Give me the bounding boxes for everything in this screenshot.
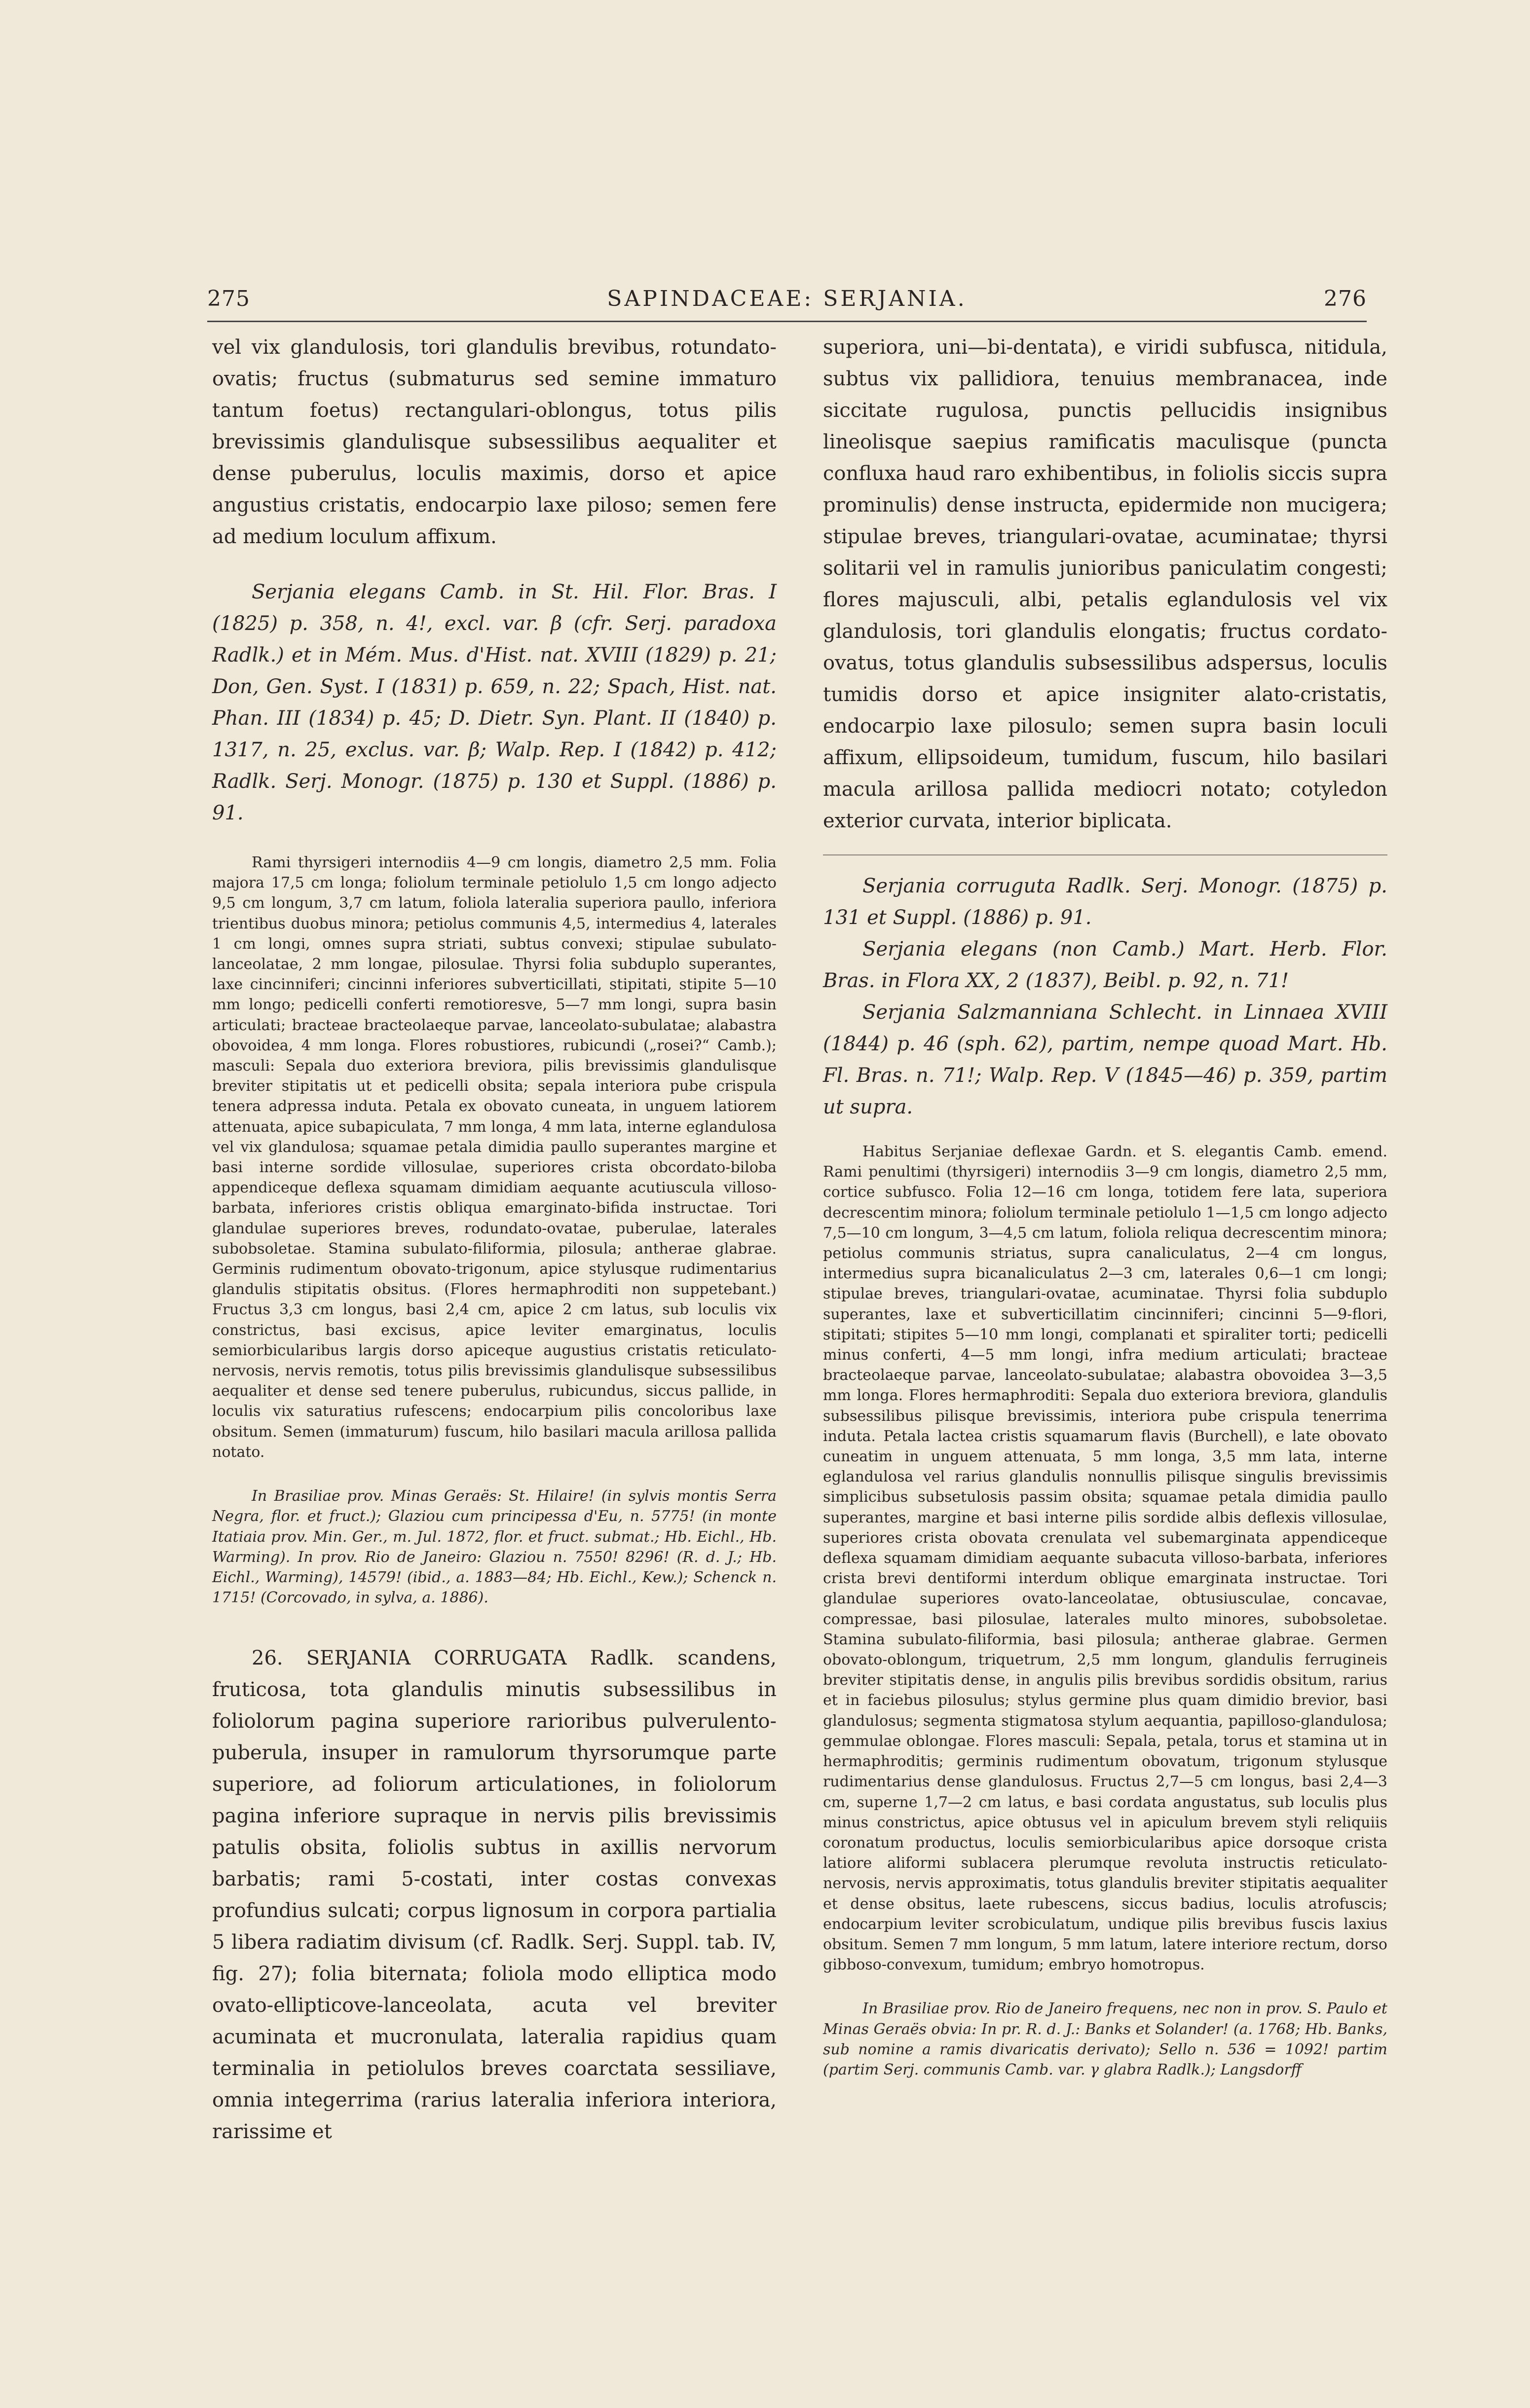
- running-title: SAPINDACEAE: SERJANIA.: [607, 286, 967, 311]
- species-diagnosis: superiora, uni—bi-dentata), e viridi subfusca, nitidula, subtus vix pallidiora, tenuius membranacea, inde siccitate rugulosa, punctis pellucidis insignibus lineolisque saepius ramificatis maculisque (puncta confluxa haud raro exhibentibus, in foliolis siccis supra prominulis) dense instructa, epidermide non mucigera; stipulae breves, triangulari-ovatae, acuminatae; thyrsi solitarii vel in ramulis junioribus paniculatim congesti; flores majusculi, albi, petalis eglandulosis vel vix glandulosis, tori glandulis elongatis; fructus cordato-ovatus, totus glandulis subsessilibus adspersus, loculis tumidis dorso et apice insigniter alato-cristatis, endocarpio laxe pilosulo; semen supra basin loculi affixum, ellipsoideum, tumidum, fuscum, hilo basilari macula arillosa pallida mediocri notato; cotyledon exterior curvata, interior biplicata.: [823, 336, 1387, 832]
- page-number-left: 275: [207, 286, 250, 311]
- synonym-3: Serjania Salzmanniana Schlecht. in Linnaea XVIII (1844) p. 46 (sph. 62), partim, nempe quoad Mart. Hb. Fl. Bras. n. 71!; Walp. Rep. V (1845—46) p. 359, partim ut supra.: [823, 1001, 1387, 1118]
- habitat-paragraph-right: In Brasiliae prov. Rio de Janeiro frequens, nec non in prov. S. Paulo et Minas Geraës obvia: In pr. R. d. J.: Banks et Solander! (a. 1768; Hb. Banks, sub nomine a ramis divaricatis derivato); Sello n. 536 = 1092! partim (partim Serj. communis Camb. var. γ glabra Radlk.); Langsdorff: [823, 2000, 1387, 2078]
- detailed-description-right: Habitus Serjaniae deflexae Gardn. et S. elegantis Camb. emend. Rami penultimi (thyrsigeri) internodiis 3—9 cm longis, diametro 2,5 mm, cortice subfusco. Folia 12—16 cm longa, totidem fere lata, superiora decrescentim minora; foliolum terminale petiolulo 1—1,5 cm longo adjecto 7,5—10 cm longum, 3—4,5 cm latum, foliola reliqua decrescentim minora; petiolus communis striatus, supra canaliculatus, 2—4 cm longus, intermedius supra bicanaliculatus 2—3 cm, laterales 0,6—1 cm longi; stipulae breves, triangulari-ovatae, acuminatae. Thyrsi folia subduplo superantes, laxe et subverticillatim cincinniferi; cincinni 5—9-flori, stipitati; stipites 5—10 mm longi, complanati et spiraliter torti; pedicelli minus conferti, 4—5 mm longi, infra medium articulati; bracteae bracteolaeque parvae, lanceolato-subulatae; alabastra obovoidea 3—3,5 mm longa. Flores hermaphroditi: Sepala duo exteriora breviora, glandulis subsessilibus pilisque brevissimis, interiora pube crispula tenerrima induta. Petala lactea cristis squamarum flavis (Burchell), e late obovato cuneatim in unguem attenuata, 5 mm longa, 3,5 mm lata, interne eglandulosa vel rarius glandulis nonnullis pilisque singulis brevissimis simplicibus subsetulosis passim obsita; squamae petala dimidia paullo superantes, margine et basi interne pilis sordide albis deflexis villosulae, superiores crista obovata crenulata vel subemarginata appendiceque deflexa squamam dimidiam aequante subacuta villoso-barbata, inferiores crista brevi dentiformi interdum oblique emarginata instructae. Tori glandulae superiores ovato-lanceolatae, obtusiusculae, concavae, compressae, basi pilosulae, laterales multo minores, subobsoletae. Stamina subulato-filiformia, basi pilosula; antherae glabrae. Germen obovato-oblongum, triquetrum, 2,5 mm longum, glandulis ferrugineis breviter stipitatis dense, in angulis pilis brevibus sordidis obsitum, rarius et in faciebus pilosulus; stylus germine plus quam dimidio brevior, basi glandulosus; segmenta stigmatosa stylum aequantia, papilloso-glandulosa; gemmulae oblongae. Flores masculi: Sepala, petala, torus et stamina ut in hermaphroditis; germinis rudimentum obovatum, trigonum stylusque rudimentarius dense glandulosus. Fructus 2,7—5 cm longus, basi 2,4—3 cm, superne 1,7—2 cm latus, e basi cordata angustatus, sub loculis plus minus constrictus, apice obtusus vel in apiculum brevem styli reliquiis coronatum productus, loculis semiorbicularibus apice dorsoque crista latiore aliformi sublacera plerumque revoluta instructis reticulato-nervosis, nervis approximatis, totus glandulis breviter stipitatis aequaliter et dense obsitus, laete rubescens, siccus badius, loculis atrofuscis; endocarpium leviter scrobiculatum, undique pilis brevibus fuscis laxius obsitum. Semen 7 mm longum, 5 mm latum, latere interiore rectum, dorso gibboso-convexum, tumidum; embryo homotropus.: [823, 1143, 1387, 1974]
- synonym-1: Serjania corruguta Radlk. Serj. Monogr. (1875) p. 131 et Suppl. (1886) p. 91.: [823, 875, 1387, 929]
- detailed-description: Rami thyrsigeri internodiis 4—9 cm longis, diametro 2,5 mm. Folia majora 17,5 cm longa; foliolum terminale petiolulo 1,5 cm longo adjecto 9,5 cm longum, 3,7 cm latum, foliola lateralia superiora paullo, inferiora trientibus duobus minora; petiolus communis 4,5, intermedius 4, laterales 1 cm longi, omnes supra striati, subtus convexi; stipulae subulato-lanceolatae, 2 mm longae, pilosulae. Thyrsi folia subduplo superantes, laxe cincinniferi; cincinni inferiores subverticillati, stipitati, stipite 5—10 mm longo; pedicelli conferti remotioresve, 5—7 mm longi, supra basin articulati; bracteae bracteolaeque parvae, lanceolato-subulatae; alabastra obovoidea, 4 mm longa. Flores robustiores, rubicundi („rosei?“ Camb.); masculi: Sepala duo exteriora breviora, pilis brevissimis glandulisque breviter stipitatis ut et pedicelli obsita; sepala interiora pube crispula tenera adpressa induta. Petala ex obovato cuneata, in unguem latiorem attenuata, apice subapiculata, 7 mm longa, 4 mm lata, interne eglandulosa vel vix glandulosa; squamae petala dimidia paullo superantes margine et basi interne sordide villosulae, superiores crista obcordato-biloba appendiceque deflexa squamam dimidiam aequante acutiuscula villoso-barbata, inferiores cristis obliqua emarginato-bifida instructae. Tori glandulae superiores breves, rodundato-ovatae, puberulae, laterales subobsoletae. Stamina subulato-filiformia, pilosula; antherae glabrae. Germinis rudimentum obovato-trigonum, apice stylusque rudimentarius glandulis stipitatis obsitus. (Flores hermaphroditi non suppetebant.) Fructus 3,3 cm longus, basi 2,4 cm, apice 2 cm latus, sub loculis vix constrictus, basi excisus, apice leviter emarginatus, loculis semiorbicularibus largis dorso apiceque augustius cristatis reticulato-nervosis, nervis remotis, totus pilis brevissimis glandulisque subsessilibus aequaliter et dense sed tenere puberulus, rubicundus, siccus pallide, in loculis vix saturatius rufescens; endocarpium pilis concoloribus laxe obsitum. Semen (immaturum) fuscum, hilo basilari macula arillosa pallida notato.: [212, 854, 777, 1461]
- right-column: [823, 332, 1387, 2078]
- habitat-paragraph: In Brasiliae prov. Minas Geraës: St. Hilaire! (in sylvis montis Serra Negra, flor. et fruct.); Glaziou cum principessa d'Eu, n. 5775! (in monte Itatiaia prov. Min. Ger., m. Jul. 1872, flor. et fruct. submat.; Hb. Eichl., Hb. Warming). In prov. Rio de Janeiro: Glaziou n. 7550! 8296! (R. d. J.; Hb. Eichl., Warming), 14579! (ibid., a. 1883—84; Hb. Eichl., Kew.); Schenck n. 1715! (Corcovado, in sylva, a. 1886).: [212, 1487, 777, 1607]
- synonymy-paragraph: Serjania elegans Camb. in St. Hil. Flor. Bras. I (1825) p. 358, n. 4!, excl. var. β (cfr. Serj. paradoxa Radlk.) et in Mém. Mus. d'Hist. nat. XVIII (1829) p. 21; Don, Gen. Syst. I (1831) p. 659, n. 22; Spach, Hist. nat. Phan. III (1834) p. 45; D. Dietr. Syn. Plant. II (1840) p. 1317, n. 25, exclus. var. β; Walp. Rep. I (1842) p. 412; Radlk. Serj. Monogr. (1875) p. 130 et Suppl. (1886) p. 91.: [212, 581, 777, 824]
- species-26-heading: 26. SERJANIA CORRUGATA Radlk. scandens, fruticosa, tota glandulis minutis subsessilibus in foliolorum pagina superiore rarioribus pulverulento-puberula, insuper in ramulorum thyrsorumque parte superiore, ad foliorum articulationes, in foliolorum pagina inferiore supraque in nervis pilis brevissimis patulis obsita, foliolis subtus in axillis nervorum barbatis; rami 5-costati, inter costas convexas profundius sulcati; corpus lignosum in corpora partialia 5 libera radiatim divisum (cf. Radlk. Serj. Suppl. tab. IV, fig. 27); folia biternata; foliola modo elliptica modo ovato-ellipticove-lanceolata, acuta vel breviter acuminata et mucronulata, lateralia rapidius quam terminalia in petiolulos breves coarctata sessiliave, omnia integerrima (rarius lateralia inferiora interiora, rarissime et: [212, 1647, 777, 2144]
- page-number-right: 276: [1324, 286, 1367, 311]
- header-rule: [207, 321, 1367, 322]
- running-header: [207, 286, 1367, 326]
- synonym-2: Serjania elegans (non Camb.) Mart. Herb. Flor. Bras. in Flora XX, 2 (1837), Beibl. p. 92, n. 71!: [823, 938, 1387, 992]
- section-divider: [823, 854, 1387, 855]
- left-column: [212, 332, 777, 2144]
- description-continuation: vel vix glandulosis, tori glandulis brevibus, rotundato-ovatis; fructus (submaturus sed semine immaturo tantum foetus) rectangulari-oblongus, totus pilis brevissimis glandulisque subsessilibus aequaliter et dense puberulus, loculis maximis, dorso et apice angustius cristatis, endocarpio laxe piloso; semen fere ad medium loculum affixum.: [212, 336, 777, 548]
